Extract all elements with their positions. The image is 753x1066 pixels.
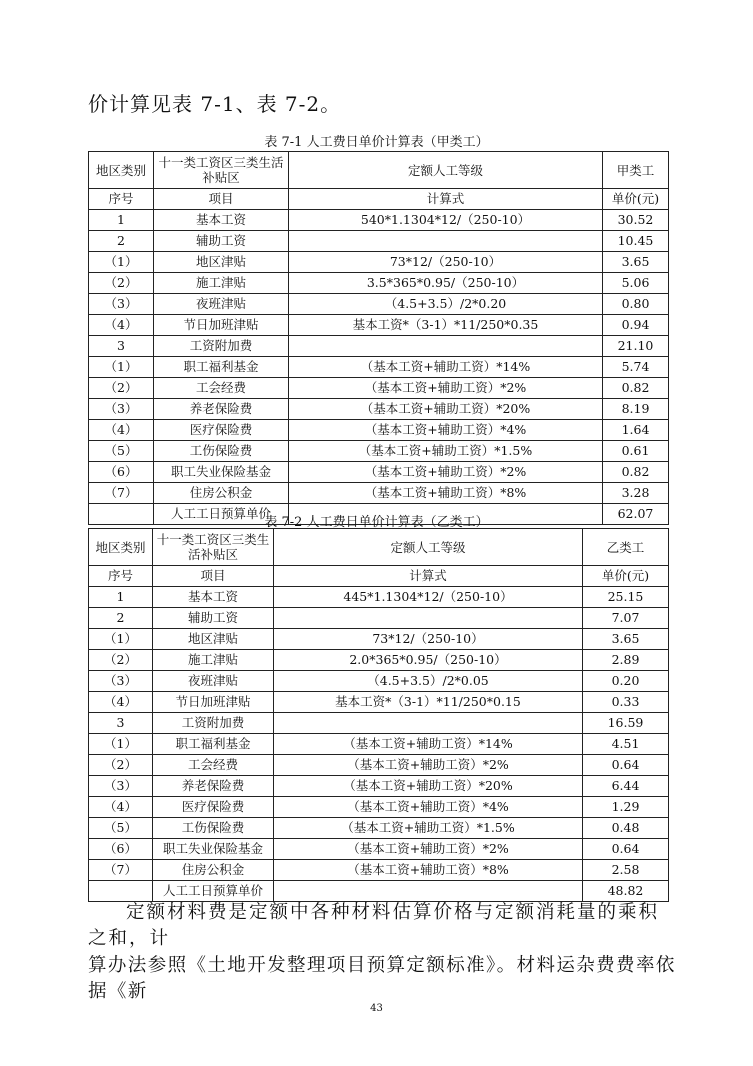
formula-cell: （基本工资+辅助工资）*2% bbox=[274, 755, 583, 776]
item-cell: 施工津贴 bbox=[154, 273, 289, 294]
formula-cell: 73*12/（250-10） bbox=[274, 629, 583, 650]
item-cell: 职工失业保险基金 bbox=[154, 462, 289, 483]
table-row bbox=[89, 629, 669, 650]
price-cell: 0.94 bbox=[603, 315, 669, 336]
item-cell: 医疗保险费 bbox=[153, 797, 274, 818]
table-row bbox=[89, 273, 669, 294]
seq-cell: （6） bbox=[89, 839, 153, 860]
price-cell: 0.20 bbox=[583, 671, 669, 692]
item-cell: 养老保险费 bbox=[154, 399, 289, 420]
seq-cell: （2） bbox=[89, 650, 153, 671]
table-row bbox=[89, 294, 669, 315]
item-cell: 节日加班津贴 bbox=[154, 315, 289, 336]
seq-cell: （3） bbox=[89, 671, 153, 692]
price-cell: 21.10 bbox=[603, 336, 669, 357]
seq-cell: （7） bbox=[89, 483, 154, 504]
table-row bbox=[89, 315, 669, 336]
header-row-1 bbox=[89, 152, 669, 189]
price-cell: 25.15 bbox=[583, 587, 669, 608]
formula-cell: （4.5+3.5）/2*0.20 bbox=[289, 294, 603, 315]
price-cell: 0.82 bbox=[603, 462, 669, 483]
formula-cell bbox=[289, 231, 603, 252]
table-row bbox=[89, 587, 669, 608]
col-seq-header: 序号 bbox=[89, 189, 154, 210]
formula-cell: （基本工资+辅助工资）*2% bbox=[274, 839, 583, 860]
paragraph-line-1: 定额材料费是定额中各种材料估算价格与定额消耗量的乘积之和，计 bbox=[88, 902, 660, 949]
price-cell: 5.74 bbox=[603, 357, 669, 378]
price-cell: 1.64 bbox=[603, 420, 669, 441]
page-number: 43 bbox=[370, 1003, 383, 1014]
price-cell: 1.29 bbox=[583, 797, 669, 818]
table1-caption: 表 7-1 人工费日单价计算表（甲类工） bbox=[264, 135, 489, 150]
seq-cell: 1 bbox=[89, 587, 153, 608]
item-cell: 工伤保险费 bbox=[154, 441, 289, 462]
seq-cell: （3） bbox=[89, 776, 153, 797]
formula-cell: 基本工资*（3-1）*11/250*0.15 bbox=[274, 692, 583, 713]
item-cell: 职工福利基金 bbox=[153, 734, 274, 755]
formula-cell: （基本工资+辅助工资）*8% bbox=[274, 860, 583, 881]
labor-grade-label: 定额人工等级 bbox=[289, 152, 603, 189]
seq-cell: （2） bbox=[89, 755, 153, 776]
formula-cell: 2.0*365*0.95/（250-10） bbox=[274, 650, 583, 671]
col-seq-header: 序号 bbox=[89, 566, 153, 587]
price-cell: 48.82 bbox=[583, 881, 669, 902]
table-row bbox=[89, 692, 669, 713]
table-row bbox=[89, 734, 669, 755]
labor-grade-label: 定额人工等级 bbox=[274, 529, 583, 566]
formula-cell: （基本工资+辅助工资）*14% bbox=[289, 357, 603, 378]
price-cell: 16.59 bbox=[583, 713, 669, 734]
seq-cell: （7） bbox=[89, 860, 153, 881]
item-cell: 人工工日预算单价 bbox=[154, 504, 289, 525]
formula-cell: （基本工资+辅助工资）*1.5% bbox=[274, 818, 583, 839]
formula-cell: （基本工资+辅助工资）*1.5% bbox=[289, 441, 603, 462]
col-formula-header: 计算式 bbox=[289, 189, 603, 210]
seq-cell: （1） bbox=[89, 734, 153, 755]
table-row bbox=[89, 378, 669, 399]
formula-cell bbox=[274, 713, 583, 734]
item-cell: 工伤保险费 bbox=[153, 818, 274, 839]
price-cell: 3.65 bbox=[583, 629, 669, 650]
formula-cell: （基本工资+辅助工资）*14% bbox=[274, 734, 583, 755]
table2-caption: 表 7-2 人工费日单价计算表（乙类工） bbox=[264, 515, 489, 530]
item-cell: 地区津贴 bbox=[153, 629, 274, 650]
seq-cell: 3 bbox=[89, 336, 154, 357]
item-cell: 辅助工资 bbox=[154, 231, 289, 252]
formula-cell: （基本工资+辅助工资）*20% bbox=[289, 399, 603, 420]
price-cell: 3.28 bbox=[603, 483, 669, 504]
table-row bbox=[89, 336, 669, 357]
formula-cell: （基本工资+辅助工资）*2% bbox=[289, 378, 603, 399]
col-price-header: 单价(元) bbox=[583, 566, 669, 587]
seq-cell: （2） bbox=[89, 273, 154, 294]
item-cell: 工资附加费 bbox=[154, 336, 289, 357]
seq-cell: 2 bbox=[89, 608, 153, 629]
price-cell: 30.52 bbox=[603, 210, 669, 231]
item-cell: 职工福利基金 bbox=[154, 357, 289, 378]
price-cell: 3.65 bbox=[603, 252, 669, 273]
item-cell: 基本工资 bbox=[154, 210, 289, 231]
price-cell: 0.82 bbox=[603, 378, 669, 399]
price-cell: 62.07 bbox=[603, 504, 669, 525]
region-type-label: 地区类别 bbox=[89, 152, 154, 189]
price-cell: 2.89 bbox=[583, 650, 669, 671]
item-cell: 地区津贴 bbox=[154, 252, 289, 273]
seq-cell: 2 bbox=[89, 231, 154, 252]
formula-cell: 3.5*365*0.95/（250-10） bbox=[289, 273, 603, 294]
formula-cell: 540*1.1304*12/（250-10） bbox=[289, 210, 603, 231]
formula-cell: （基本工资+辅助工资）*4% bbox=[274, 797, 583, 818]
formula-cell: 445*1.1304*12/（250-10） bbox=[274, 587, 583, 608]
table-row bbox=[89, 231, 669, 252]
seq-cell: （5） bbox=[89, 818, 153, 839]
item-cell: 人工工日预算单价 bbox=[153, 881, 274, 902]
table-row bbox=[89, 650, 669, 671]
seq-cell: （4） bbox=[89, 315, 154, 336]
item-cell: 医疗保险费 bbox=[154, 420, 289, 441]
table-row bbox=[89, 797, 669, 818]
formula-cell bbox=[289, 336, 603, 357]
table-row bbox=[89, 608, 669, 629]
region-type-value: 十一类工资区三类生活补贴区 bbox=[153, 529, 274, 566]
item-cell: 住房公积金 bbox=[154, 483, 289, 504]
seq-cell: （4） bbox=[89, 797, 153, 818]
formula-cell: 基本工资*（3-1）*11/250*0.35 bbox=[289, 315, 603, 336]
item-cell: 职工失业保险基金 bbox=[153, 839, 274, 860]
table-row bbox=[89, 252, 669, 273]
item-cell: 工会经费 bbox=[153, 755, 274, 776]
table-row bbox=[89, 420, 669, 441]
seq-cell: 1 bbox=[89, 210, 154, 231]
region-type-label: 地区类别 bbox=[89, 529, 153, 566]
item-cell: 养老保险费 bbox=[153, 776, 274, 797]
item-cell: 施工津贴 bbox=[153, 650, 274, 671]
price-cell: 0.61 bbox=[603, 441, 669, 462]
table-row bbox=[89, 818, 669, 839]
formula-cell bbox=[274, 608, 583, 629]
seq-cell: （6） bbox=[89, 462, 154, 483]
price-cell: 6.44 bbox=[583, 776, 669, 797]
formula-cell: 73*12/（250-10） bbox=[289, 252, 603, 273]
table-row bbox=[89, 755, 669, 776]
col-item-header: 项目 bbox=[153, 566, 274, 587]
region-type-value: 十一类工资区三类生活补贴区 bbox=[154, 152, 289, 189]
seq-cell: （5） bbox=[89, 441, 154, 462]
seq-cell: （3） bbox=[89, 399, 154, 420]
price-cell: 7.07 bbox=[583, 608, 669, 629]
header-row-1 bbox=[89, 529, 669, 566]
seq-cell: （4） bbox=[89, 692, 153, 713]
price-cell: 2.58 bbox=[583, 860, 669, 881]
price-cell: 0.80 bbox=[603, 294, 669, 315]
item-cell: 工资附加费 bbox=[153, 713, 274, 734]
formula-cell: （基本工资+辅助工资）*2% bbox=[289, 462, 603, 483]
item-cell: 节日加班津贴 bbox=[153, 692, 274, 713]
worker-class: 甲类工 bbox=[603, 152, 669, 189]
col-item-header: 项目 bbox=[154, 189, 289, 210]
formula-cell: （4.5+3.5）/2*0.05 bbox=[274, 671, 583, 692]
paragraph-line-2: 算办法参照《土地开发整理项目预算定额标准》。材料运杂费费率依据《新 bbox=[88, 955, 676, 1002]
item-cell: 工会经费 bbox=[154, 378, 289, 399]
seq-cell: （4） bbox=[89, 420, 154, 441]
price-cell: 0.64 bbox=[583, 839, 669, 860]
formula-cell: （基本工资+辅助工资）*8% bbox=[289, 483, 603, 504]
table-row bbox=[89, 210, 669, 231]
table-row bbox=[89, 441, 669, 462]
price-cell: 8.19 bbox=[603, 399, 669, 420]
seq-cell: （1） bbox=[89, 252, 154, 273]
header-row-2 bbox=[89, 566, 669, 587]
seq-cell: （1） bbox=[89, 629, 153, 650]
seq-cell: （2） bbox=[89, 378, 154, 399]
table-row bbox=[89, 462, 669, 483]
item-cell: 住房公积金 bbox=[153, 860, 274, 881]
formula-cell: （基本工资+辅助工资）*4% bbox=[289, 420, 603, 441]
price-cell: 0.64 bbox=[583, 755, 669, 776]
seq-cell: 3 bbox=[89, 713, 153, 734]
item-cell: 辅助工资 bbox=[153, 608, 274, 629]
table-row bbox=[89, 776, 669, 797]
table-row bbox=[89, 483, 669, 504]
header-row-2 bbox=[89, 189, 669, 210]
formula-cell: （基本工资+辅助工资）*20% bbox=[274, 776, 583, 797]
col-price-header: 单价(元) bbox=[603, 189, 669, 210]
item-cell: 夜班津贴 bbox=[154, 294, 289, 315]
worker-class: 乙类工 bbox=[583, 529, 669, 566]
price-cell: 0.48 bbox=[583, 818, 669, 839]
table-row bbox=[89, 357, 669, 378]
seq-cell: （3） bbox=[89, 294, 154, 315]
intro-text: 价计算见表 7-1、表 7-2。 bbox=[88, 92, 342, 116]
price-cell: 4.51 bbox=[583, 734, 669, 755]
item-cell: 夜班津贴 bbox=[153, 671, 274, 692]
table-row bbox=[89, 839, 669, 860]
table-row bbox=[89, 860, 669, 881]
table-row bbox=[89, 713, 669, 734]
price-cell: 10.45 bbox=[603, 231, 669, 252]
col-formula-header: 计算式 bbox=[274, 566, 583, 587]
table-row bbox=[89, 671, 669, 692]
table2 bbox=[88, 528, 669, 902]
table-row bbox=[89, 399, 669, 420]
item-cell: 基本工资 bbox=[153, 587, 274, 608]
price-cell: 5.06 bbox=[603, 273, 669, 294]
seq-cell: （1） bbox=[89, 357, 154, 378]
price-cell: 0.33 bbox=[583, 692, 669, 713]
table1 bbox=[88, 151, 669, 525]
